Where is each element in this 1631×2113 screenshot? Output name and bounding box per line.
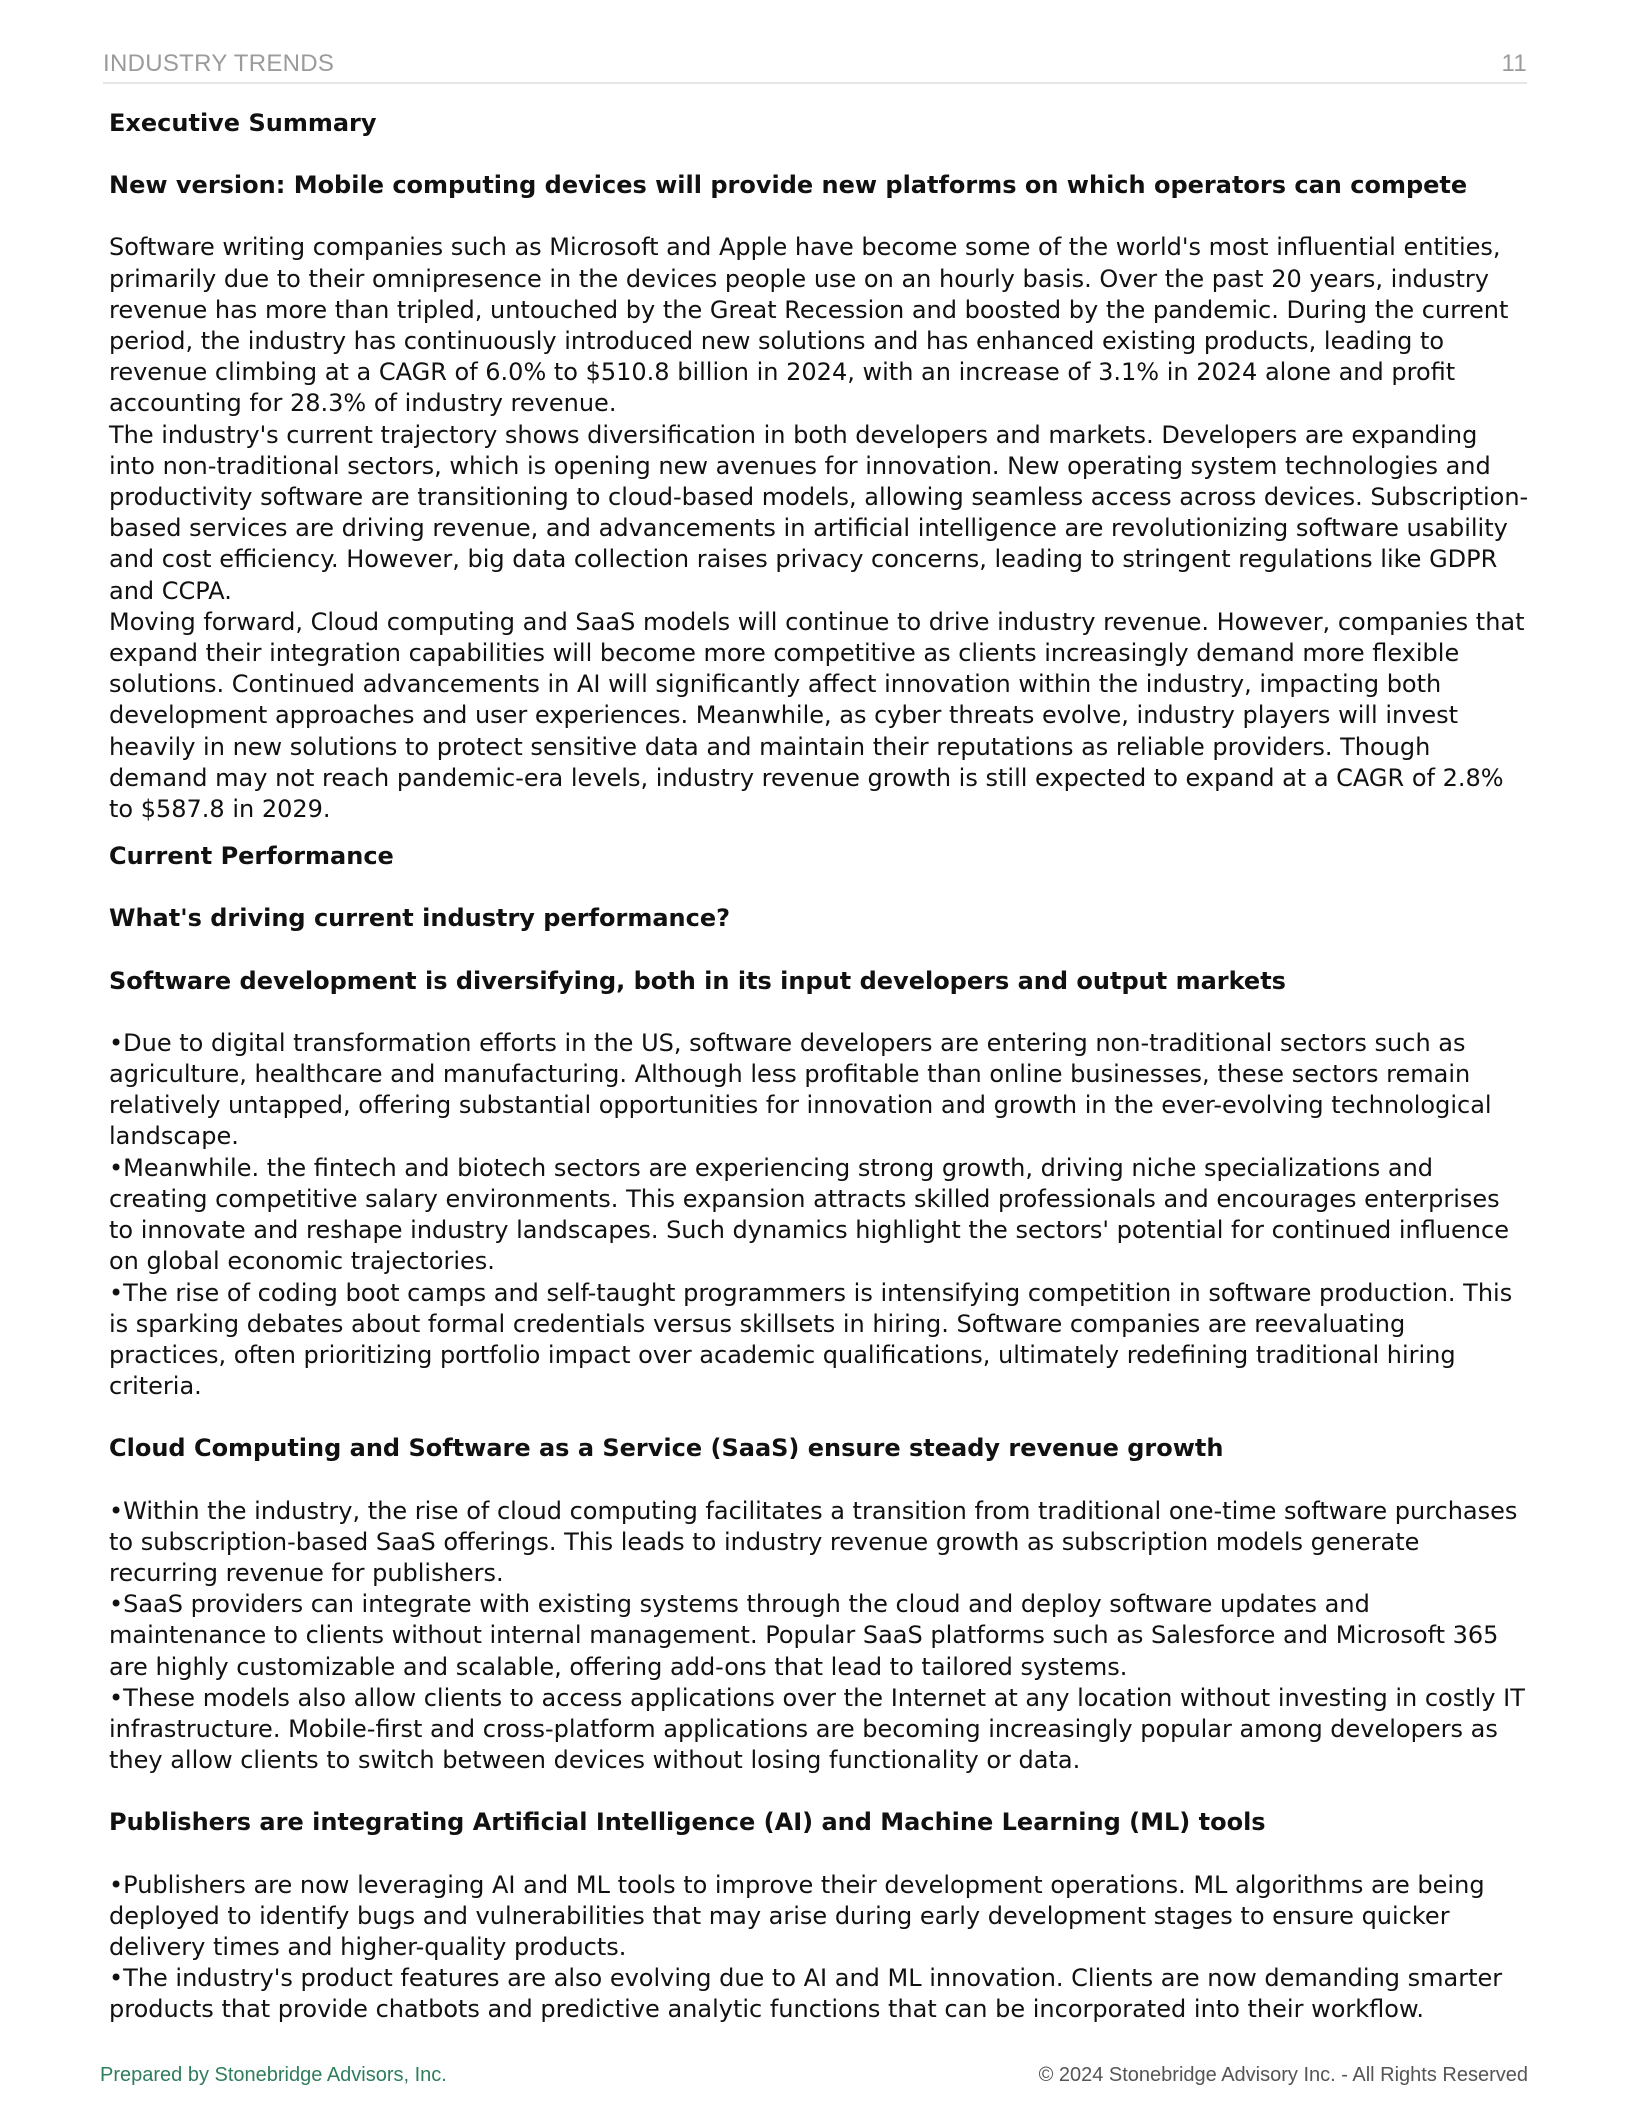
paragraph: Software writing companies such as Microsoft and Apple have become some of the world's most influential entities, primarily due to their omnipresence in the devices people use on an hourly basis. Over the past 20 years, industry revenue has more than tripled, untouched by the Great Recession and boosted by the pandemic. During the current period, the industry has continuously introduced new solutions and has enhanced existing products, leading to revenue climbing at a CAGR of 6.0% to $510.8 billion in 2024, with an increase of 3.1% in 2024 alone and profit accounting for 28.3% of industry revenue.	[109, 233, 1509, 418]
bullet-list-ai-ml	[109, 1870, 1529, 2026]
subsection-heading-cloud-saas: Cloud Computing and Software as a Service (SaaS) ensure steady revenue growth	[109, 1434, 1224, 1463]
bullet-list-diversifying	[109, 1028, 1529, 1402]
bullet-item: •Publishers are now leveraging AI and ML tools to improve their development operations. ML algorithms are being deployed to identify bugs and vulnerabilities that may arise during early development stages to ensure quicker delivery times and higher-quality products.	[109, 1870, 1485, 1961]
header-title: INDUSTRY TRENDS	[103, 50, 335, 77]
paragraph: The industry's current trajectory shows diversification in both developers and markets. Developers are expanding into non-traditional sectors, which is opening new avenues for innovation. New operating system technologies and productivity software are transitioning to cloud-based models, allowing seamless access across devices. Subscription-based services are driving revenue, and advancements in artificial intelligence are revolutionizing software usability and cost efficiency. However, big data collection raises privacy concerns, leading to stringent regulations like GDPR and CCPA.	[109, 420, 1529, 605]
executive-summary-text	[109, 232, 1529, 825]
page-number: 11	[1501, 50, 1527, 77]
executive-summary-title: Executive Summary	[109, 109, 377, 137]
executive-summary-heading: New version: Mobile computing devices will provide new platforms on which operators can compete	[109, 171, 1468, 200]
bullet-item: •Meanwhile. the fintech and biotech sectors are experiencing strong growth, driving niche specializations and creating competitive salary environments. This expansion attracts skilled professionals and encourages enterprises to innovate and reshape industry landscapes. Such dynamics highlight the sectors' potential for continued influence on global economic trajectories.	[109, 1153, 1509, 1276]
bullet-item: •The industry's product features are also evolving due to AI and ML innovation. Clients are now demanding smarter products that provide chatbots and predictive analytic functions that can be incorporated into their workflow.	[109, 1964, 1503, 2024]
page-header	[103, 46, 1527, 84]
current-performance-title: Current Performance	[109, 842, 394, 871]
bullet-item: •SaaS providers can integrate with existing systems through the cloud and deploy software updates and maintenance to clients without internal management. Popular SaaS platforms such as Salesforce and Microsoft 365 are highly customizable and scalable, offering add-ons that lead to tailored systems.	[109, 1590, 1499, 1681]
subsection-heading-ai-ml: Publishers are integrating Artificial Intelligence (AI) and Machine Learning (ML) tools	[109, 1808, 1266, 1837]
bullet-item: •The rise of coding boot camps and self-taught programmers is intensifying competition in software production. This is sparking debates about formal credentials versus skillsets in hiring. Software companies are reevaluating practices, often prioritizing portfolio impact over academic qualifications, ultimately redefining traditional hiring criteria.	[109, 1278, 1513, 1401]
paragraph: Moving forward, Cloud computing and SaaS models will continue to drive industry revenue. However, companies that expand their integration capabilities will become more competitive as clients increasingly demand more flexible solutions. Continued advancements in AI will significantly affect innovation within the industry, impacting both development approaches and user experiences. Meanwhile, as cyber threats evolve, industry players will invest heavily in new solutions to protect sensitive data and maintain their reputations as reliable providers. Though demand may not reach pandemic-era levels, industry revenue growth is still expected to expand at a CAGR of 2.8% to $587.8 in 2029.	[109, 607, 1525, 824]
document-body	[109, 108, 1529, 2026]
subsection-heading-diversifying: Software development is diversifying, both in its input developers and output markets	[109, 966, 1286, 995]
footer-copyright: © 2024 Stonebridge Advisory Inc. - All Rights Reserved	[1038, 2064, 1528, 2086]
page-footer	[100, 2064, 1528, 2087]
current-performance-question: What's driving current industry performance?	[109, 904, 731, 933]
footer-prepared-by: Prepared by Stonebridge Advisors, Inc.	[100, 2064, 447, 2086]
bullet-item: •These models also allow clients to access applications over the Internet at any location without investing in costly IT infrastructure. Mobile-first and cross-platform applications are becoming increasingly popular among developers as they allow clients to switch between devices without losing functionality or data.	[109, 1683, 1525, 1775]
bullet-list-cloud-saas	[109, 1496, 1529, 1777]
bullet-item: •Due to digital transformation efforts in the US, software developers are entering non-traditional sectors such as agriculture, healthcare and manufacturing. Although less profitable than online businesses, these sectors remain relatively untapped, offering substantial opportunities for innovation and growth in the ever-evolving technological landscape.	[109, 1028, 1492, 1151]
bullet-item: •Within the industry, the rise of cloud computing facilitates a transition from traditional one-time software purchases to subscription-based SaaS offerings. This leads to industry revenue growth as subscription models generate recurring revenue for publishers.	[109, 1496, 1518, 1587]
